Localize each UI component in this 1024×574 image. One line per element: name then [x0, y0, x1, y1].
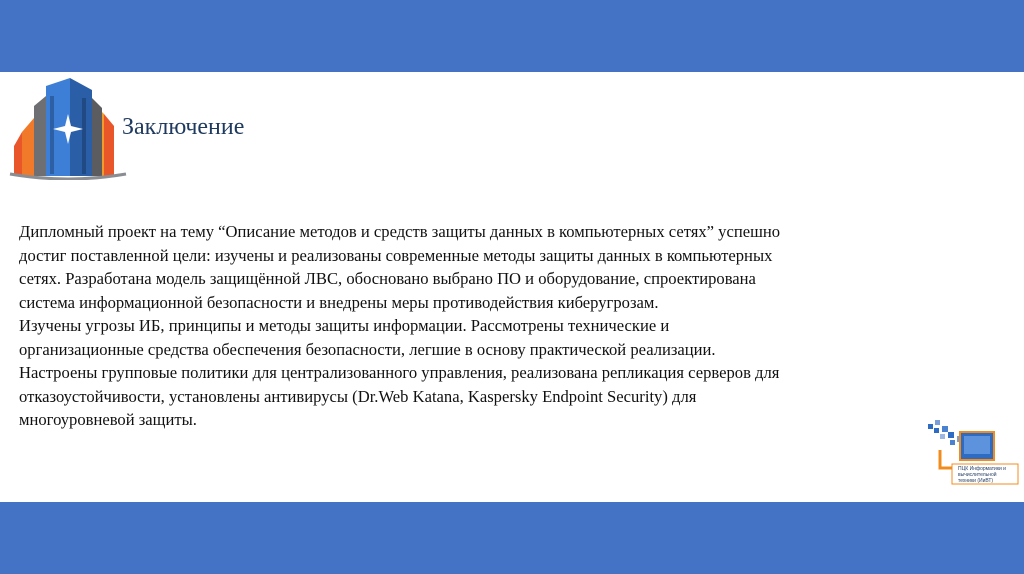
buildings-logo-icon	[8, 76, 128, 180]
slide-title: Заключение	[122, 114, 245, 140]
paragraph: Настроены групповые политики для централизованного управления, реализована репликация серверов для отказоустойчивости, установлены антивирусы (Dr.Web Katana, Kaspersky Endpoint Security) для многоуровневой защиты.	[19, 363, 780, 429]
college-logo-caption: техники (ИиВТ)	[958, 478, 994, 484]
paragraph: Изучены угрозы ИБ, принципы и методы защиты информации. Рассмотрены технические и организационные средства обеспечения безопасности, легшие в основу практической реализации.	[19, 316, 716, 359]
top-banner	[0, 0, 1024, 72]
college-logo-caption: вычислительной	[958, 472, 997, 478]
bottom-banner	[0, 502, 1024, 574]
paragraph: Дипломный проект на тему “Описание методов и средств защиты данных в компьютерных сетях” успешно достиг поставленной цели: изучены и реализованы современные методы защиты данных в компьютерных сетях. Разработана модель защищённой ЛВС, обосновано выбрано ПО и оборудование, спроектирована система информационной безопасности и внедрены меры противодействия киберугрозам.	[19, 222, 781, 312]
college-logo-icon	[924, 418, 1020, 486]
conclusion-body	[19, 220, 784, 432]
college-logo-caption: ПЦК Информатики и	[958, 466, 1006, 472]
